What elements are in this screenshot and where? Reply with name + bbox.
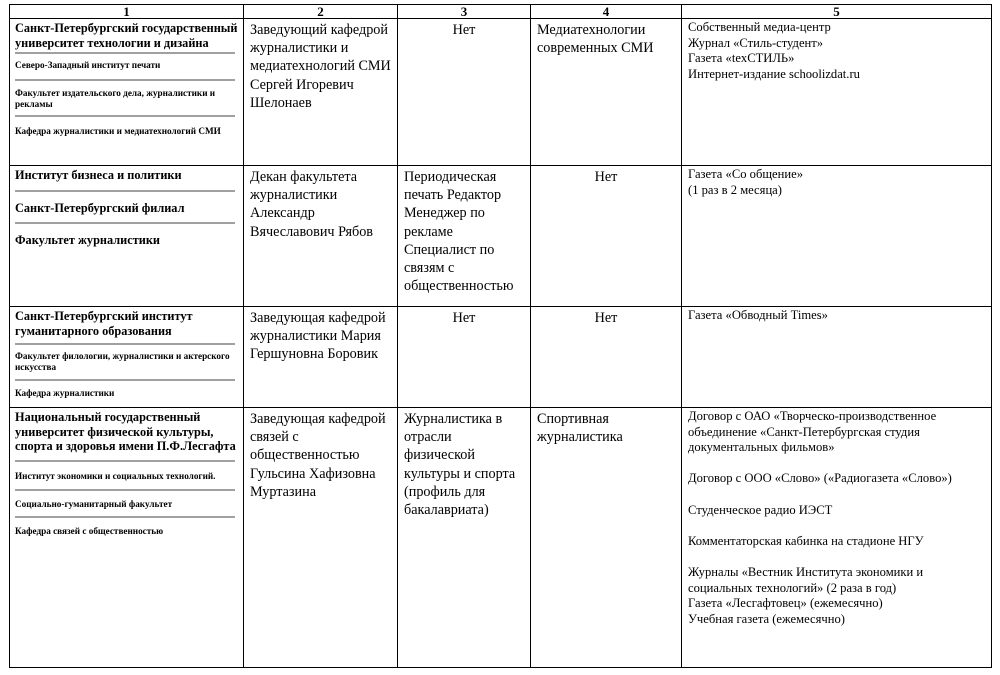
divider: [15, 52, 235, 54]
table-row: [10, 408, 992, 668]
faculty-name: Факультет издательского дела, журналистики и рекламы: [15, 88, 216, 110]
media-cell: [682, 166, 992, 307]
spacer: [688, 518, 987, 534]
department-name: Кафедра журналистики: [15, 388, 115, 399]
institution-name: Национальный государственный университет физической культуры, спорта и здоровья имени П.Ф.Лесгафта: [15, 410, 236, 454]
spacer: [688, 487, 987, 503]
divider: [15, 79, 235, 81]
media-item: Газета «Лесгафтовец» (ежемесячно): [688, 596, 883, 611]
header-col-4: 4: [531, 5, 682, 19]
divider: [15, 222, 235, 224]
table-row: [10, 166, 992, 307]
media-item: Газета «Обводный Times»: [688, 308, 828, 322]
media-item: Собственный медиа-центр: [688, 20, 831, 34]
table-row: [10, 19, 992, 166]
divider: [15, 516, 235, 518]
institution-cell: [10, 307, 244, 408]
media-item: Договор с ОАО «Творческо-производственное объединение «Санкт-Петербургская студия документальных фильмов»: [688, 409, 937, 455]
programs-cell: Нет: [398, 19, 531, 166]
spacer: [688, 549, 987, 565]
specializations-cell: Нет: [531, 307, 682, 408]
head-cell: Заведующая кафедрой связей с общественностью Гульсина Хафизовна Муртазина: [244, 408, 398, 668]
media-item: Учебная газета (ежемесячно): [688, 611, 845, 626]
divider: [15, 190, 235, 192]
head-cell: Заведующий кафедрой журналистики и медиатехнологий СМИ Сергей Игоревич Шелонаев: [244, 19, 398, 166]
faculty-name: Факультет филологии, журналистики и актерского искусства: [15, 351, 230, 373]
header-col-2: 2: [244, 5, 398, 19]
media-item: Газета «texСТИЛЬ»: [688, 51, 795, 66]
header-col-5: 5: [682, 5, 992, 19]
divider: [15, 343, 235, 345]
institute-name: Северо-Западный институт печати: [15, 60, 161, 71]
media-item: Журнал «Стиль-студент»: [688, 35, 824, 50]
media-item: Интернет-издание schoolizdat.ru: [688, 66, 860, 81]
universities-table: [9, 4, 992, 668]
institution-cell: [10, 166, 244, 307]
header-col-1: 1: [10, 5, 244, 19]
header-col-3: 3: [398, 5, 531, 19]
media-item: (1 раз в 2 месяца): [688, 182, 782, 197]
department-name: Кафедра связей с общественностью: [15, 525, 164, 536]
divider: [15, 460, 235, 462]
media-cell: [682, 408, 992, 668]
media-item: Договор с ООО «Слово» («Радиогазета «Слово»): [688, 471, 952, 486]
media-item: Студенческое радио ИЭСТ: [688, 502, 833, 517]
faculty-name: Факультет журналистики: [15, 233, 160, 248]
media-cell: [682, 307, 992, 408]
institute-name: Институт экономики и социальных технологий.: [15, 470, 216, 481]
media-item: Журналы «Вестник Института экономики и социальных технологий» (2 раза в год): [688, 564, 924, 595]
programs-cell: Журналистика в отрасли физической культуры и спорта (профиль для бакалавриата): [398, 408, 531, 668]
specializations-cell: Медиатехнологии современных СМИ: [531, 19, 682, 166]
head-cell: Декан факультета журналистики Александр Вячеславович Рябов: [244, 166, 398, 307]
head-cell: Заведующая кафедрой журналистики Мария Гершуновна Боровик: [244, 307, 398, 408]
specializations-cell: Нет: [531, 166, 682, 307]
divider: [15, 115, 235, 117]
department-name: Кафедра журналистики и медиатехнологий СМИ: [15, 126, 221, 137]
branch-name: Санкт-Петербургский филиал: [15, 200, 185, 215]
spacer: [688, 456, 987, 472]
institution-name: Институт бизнеса и политики: [15, 168, 182, 182]
divider: [15, 379, 235, 381]
media-item: Газета «Со общение»: [688, 167, 804, 181]
specializations-cell: Спортивная журналистика: [531, 408, 682, 668]
media-cell: [682, 19, 992, 166]
divider: [15, 489, 235, 491]
programs-cell: Нет: [398, 307, 531, 408]
institution-cell: [10, 408, 244, 668]
media-item: Комментаторская кабинка на стадионе НГУ: [688, 533, 924, 548]
table-row: [10, 307, 992, 408]
programs-cell: Периодическая печать Редактор Менеджер по рекламе Специалист по связям с общественностью: [398, 166, 531, 307]
header-row: [10, 5, 992, 19]
institution-name: Санкт-Петербургский институт гуманитарного образования: [15, 309, 193, 338]
institution-name: Санкт-Петербургский государственный университет технологии и дизайна: [15, 21, 238, 50]
faculty-name: Социально-гуманитарный факультет: [15, 498, 173, 509]
institution-cell: [10, 19, 244, 166]
